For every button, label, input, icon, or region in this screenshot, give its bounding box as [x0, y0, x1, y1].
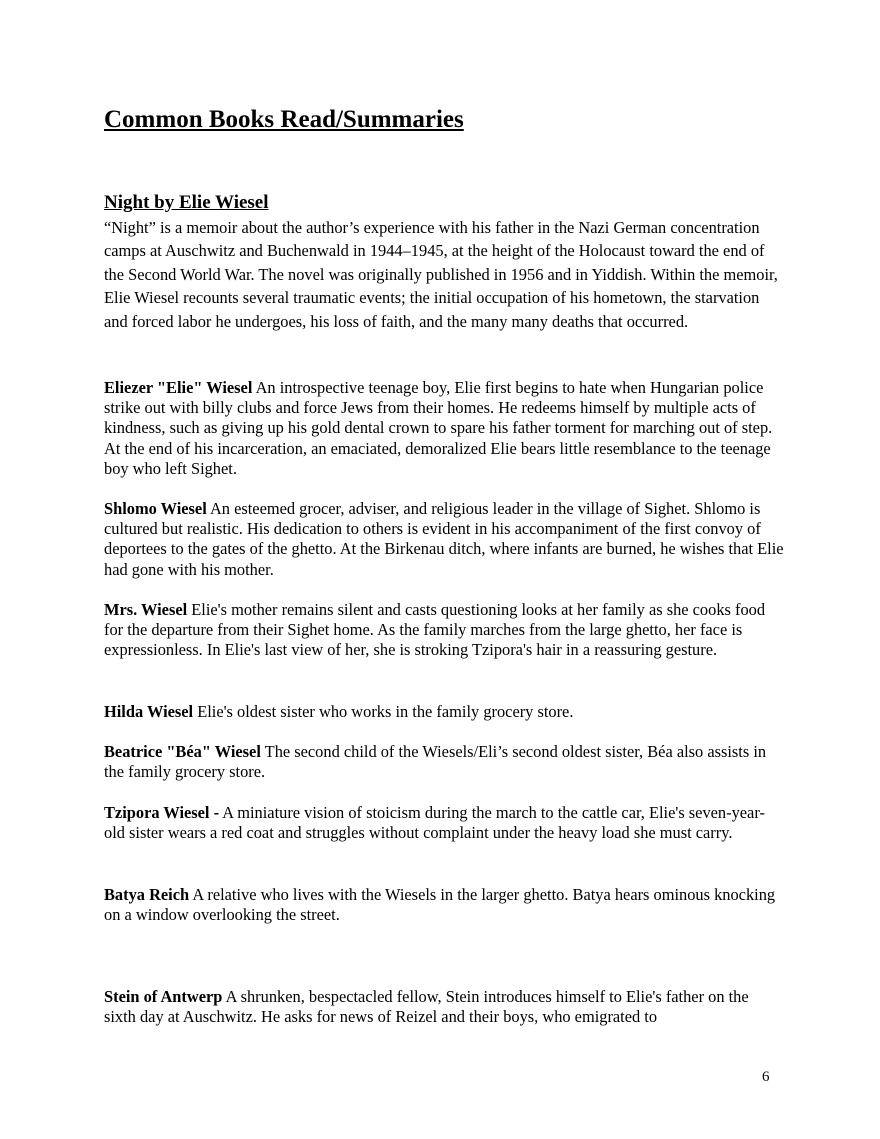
character-description: Elie's mother remains silent and casts questioning looks at her family as she cooks food for the departure from their Sighet home. As the family marches from the large ghetto, her face is expressionless. In Elie's last view of her, she is stroking Tzipora's hair in a reassuring gesture.: [104, 600, 766, 660]
character-entry: [104, 803, 784, 843]
character-entry: [104, 702, 784, 722]
character-entry: [104, 378, 784, 479]
page-title: Common Books Read/Summaries: [104, 106, 464, 133]
character-description: An introspective teenage boy, Elie first begins to hate when Hungarian police strike out with billy clubs and force Jews from their homes. He redeems himself by multiple acts of kindness, such as giving up his gold dental crown to spare his father torment for marching out of step. At the end of his incarceration, an emaciated, demoralized Elie bears little resemblance to the teenage boy who left Sighet.: [104, 378, 773, 478]
character-description: A relative who lives with the Wiesels in the larger ghetto. Batya hears ominous knocking on a window overlooking the street.: [104, 885, 776, 925]
character-name: Eliezer "Elie" Wiesel: [104, 378, 253, 397]
character-entry: [104, 885, 784, 925]
character-entry: [104, 742, 784, 782]
character-name: Stein of Antwerp: [104, 987, 223, 1006]
character-name: Beatrice "Béa" Wiesel: [104, 742, 261, 761]
character-description: A miniature vision of stoicism during the march to the cattle car, Elie's seven-year-old sister wears a red coat and struggles without complaint under the heavy load she must carry.: [104, 803, 765, 843]
character-entry: [104, 987, 784, 1027]
character-description: An esteemed grocer, adviser, and religious leader in the village of Sighet. Shlomo is cultured but realistic. His dedication to others is evident in his accompaniment of the first convoy of deportees to the gates of the ghetto. At the Birkenau ditch, where infants are burned, he wishes that Elie had gone with his mother.: [104, 499, 784, 579]
character-description: A shrunken, bespectacled fellow, Stein introduces himself to Elie's father on the sixth day at Auschwitz. He asks for news of Reizel and their boys, who emigrated to: [104, 987, 749, 1027]
character-name: Hilda Wiesel: [104, 702, 194, 721]
book-summary: “Night” is a memoir about the author’s experience with his father in the Nazi German concentration camps at Auschwitz and Buchenwald in 1944–1945, at the height of the Holocaust toward the end of the Second World War. The novel was originally published in 1956 and in Yiddish. Within the memoir, Elie Wiesel recounts several traumatic events; the initial occupation of his hometown, the starvation and forced labor he undergoes, his loss of faith, and the many many deaths that occurred.: [104, 218, 778, 331]
character-entry: [104, 600, 784, 661]
character-name: Shlomo Wiesel: [104, 499, 207, 518]
character-entry: [104, 499, 784, 580]
page-number: 6: [762, 1069, 770, 1085]
character-name: Mrs. Wiesel: [104, 600, 188, 619]
character-description: The second child of the Wiesels/Eli’s second oldest sister, Béa also assists in the family grocery store.: [104, 742, 767, 782]
book-title: Night by Elie Wiesel: [104, 192, 269, 213]
character-description: Elie's oldest sister who works in the family grocery store.: [193, 702, 574, 721]
character-name: Batya Reich: [104, 885, 190, 904]
character-name: Tzipora Wiesel -: [104, 803, 220, 822]
